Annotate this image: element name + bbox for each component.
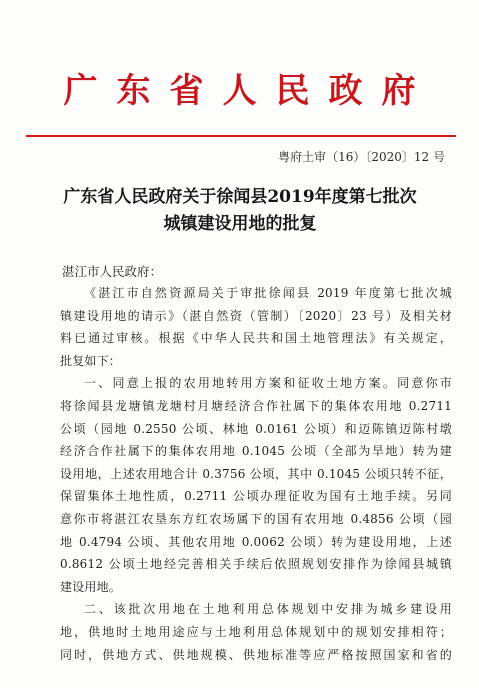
title-line-2: 城镇建设用地的批复 [163,214,317,234]
document-title [40,184,440,238]
body-line: 料已通过审核。根据《中华人民共和国土地管理法》有关规定， [60,331,452,346]
issuer-masthead: 广东省人民政府 [63,71,435,111]
paragraph-item-1 [60,372,452,598]
body-line: 一、同意上报的农用地转用方案和征收土地方案。同意你市 [84,376,452,391]
red-divider-rule [26,135,456,137]
body-line: 二、该批次用地在土地利用总体规划中安排为城乡建设用 [84,602,452,617]
body-line: 将徐闻县龙塘镇龙塘村月塘经济合作社属下的集体农用地 0.2711 [60,398,452,413]
document-body [60,282,452,666]
body-line: 经济合作社属下的集体农用地 0.1045 公顷（全部为旱地）转为建 [60,444,452,459]
body-line: 地 0.4794 公顷、其他农用地 0.0062 公顷）转为建设用地，上述 [60,534,452,549]
title-line-1: 广东省人民政府关于徐闻县2019年度第七批次 [63,187,417,207]
body-line: 设用地，上述农用地合计 0.3756 公顷，其中 0.1045 公顷只转不征， [60,466,452,481]
paragraph-item-2 [60,598,452,666]
body-line: 同时，供地方式、供地规模、供地标准等应严格按照国家和省的 [60,647,452,662]
body-line: 公顷（园地 0.2550 公顷、林地 0.0161 公顷）和迈陈镇迈陈村墩 [60,421,452,436]
body-line: 批复如下： [60,353,122,368]
document-number: 粤府土审（16）〔2020〕12 号 [278,150,445,164]
paragraph-intro [60,282,452,372]
body-line: 0.8612 公顷土地经完善相关手续后依照规划安排作为徐闻县城镇 [60,557,452,572]
body-line: 保留集体土地性质，0.2711 公顷办理征收为国有土地手续。另同 [60,489,452,504]
body-line: 建设用地。 [60,579,122,594]
body-line: 意你市将湛江农垦东方红农场属下的国有农用地 0.4856 公顷（园 [60,511,452,526]
body-line: 镇建设用地的请示》（湛自然资（管制）〔2020〕23 号）及相关材 [60,308,452,323]
body-line: 地，供地时土地用途应与土地利用总体规划中的规划安排相符； [60,624,452,639]
body-line: 《湛江市自然资源局关于审批徐闻县 2019 年度第七批次城 [84,286,452,300]
recipient-salutation: 湛江市人民政府： [62,264,163,279]
